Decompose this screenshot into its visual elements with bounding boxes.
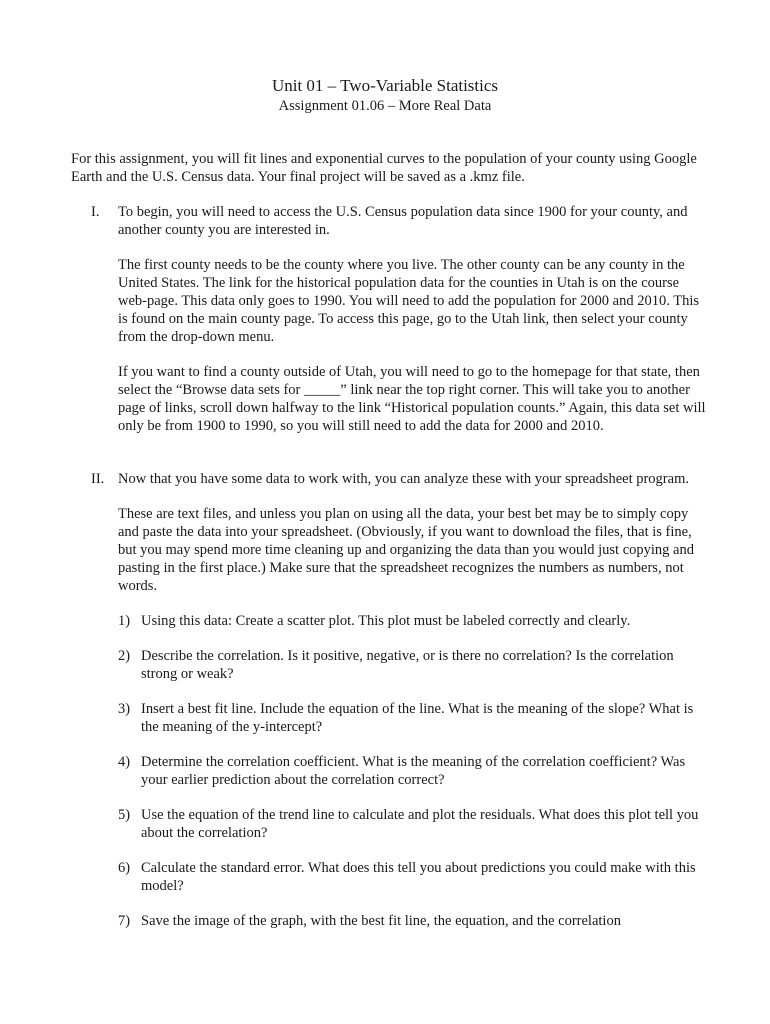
- list-item-text: Insert a best fit line. Include the equation of the line. What is the meaning of the slope? What is the meaning of the y-intercept?: [141, 701, 694, 735]
- list-item-text: Calculate the standard error. What does this tell you about predictions you could make with this model?: [141, 860, 696, 894]
- section-paragraph: If you want to find a county outside of Utah, you will need to go to the homepage for that state, then select the “Browse data sets for _____” link near the top right corner. This will take you to another page of links, scroll down halfway to the link “Historical population counts.” Again, this data set will only be from 1900 to 1990, so you will still need to add the data for 2000 and 2010.: [118, 364, 706, 434]
- list-item-text: Determine the correlation coefficient. What is the meaning of the correlation coefficient? Was your earlier prediction about the correlation correct?: [141, 754, 686, 788]
- document-subtitle: Assignment 01.06 – More Real Data: [278, 98, 492, 114]
- list-item: [118, 612, 711, 630]
- section-paragraph: The first county needs to be the county where you live. The other county can be any county in the United States. The link for the historical population data for the counties in Utah is on the course web-page. This data only goes to 1990. You will need to add the population for 2000 and 2010. This is found on the main county page. To access this page, go to the Utah link, then select your county from the drop-down menu.: [118, 257, 700, 345]
- task-list: [118, 612, 711, 930]
- section-body: [118, 203, 711, 435]
- section-body: [118, 470, 711, 930]
- list-item: [118, 859, 711, 895]
- list-item: [118, 753, 711, 789]
- list-item: [118, 806, 711, 842]
- list-item: [118, 912, 711, 930]
- intro-paragraph: For this assignment, you will fit lines and exponential curves to the population of your county using Google Earth and the U.S. Census data. Your final project will be saved as a .kmz file.: [71, 151, 697, 185]
- list-marker: 2): [118, 648, 131, 664]
- list-item-text: Use the equation of the trend line to calculate and plot the residuals. What does this plot tell you about the correlation?: [141, 807, 699, 841]
- list-marker: 5): [118, 807, 131, 823]
- list-item: [118, 647, 711, 683]
- list-marker: 7): [118, 913, 131, 929]
- section-paragraph: Now that you have some data to work with, you can analyze these with your spreadsheet program.: [118, 471, 689, 487]
- section-paragraph: These are text files, and unless you plan on using all the data, your best bet may be to simply copy and paste the data into your spreadsheet. (Obviously, if you want to download the files, that is fine, but you may spend more time cleaning up and organizing the data than you would just copying and pasting in the first place.) Make sure that the spreadsheet recognizes the numbers as numbers, not words.: [118, 506, 694, 594]
- section-2: [71, 470, 711, 947]
- list-item: [118, 700, 711, 736]
- list-item-text: Describe the correlation. Is it positive, negative, or is there no correlation? Is the correlation strong or weak?: [141, 648, 674, 682]
- section-numeral: II.: [91, 471, 105, 487]
- section-numeral: I.: [91, 204, 100, 220]
- document-title: Unit 01 – Two-Variable Statistics: [271, 76, 499, 95]
- section-paragraph: To begin, you will need to access the U.S. Census population data since 1900 for your county, and another county you are interested in.: [118, 204, 688, 238]
- list-item-text: Save the image of the graph, with the best fit line, the equation, and the correlation: [141, 913, 621, 929]
- section-1: [71, 203, 711, 452]
- list-item-text: Using this data: Create a scatter plot. This plot must be labeled correctly and clearly.: [141, 613, 631, 629]
- list-marker: 6): [118, 860, 131, 876]
- list-marker: 1): [118, 613, 131, 629]
- list-marker: 4): [118, 754, 131, 770]
- list-marker: 3): [118, 701, 131, 717]
